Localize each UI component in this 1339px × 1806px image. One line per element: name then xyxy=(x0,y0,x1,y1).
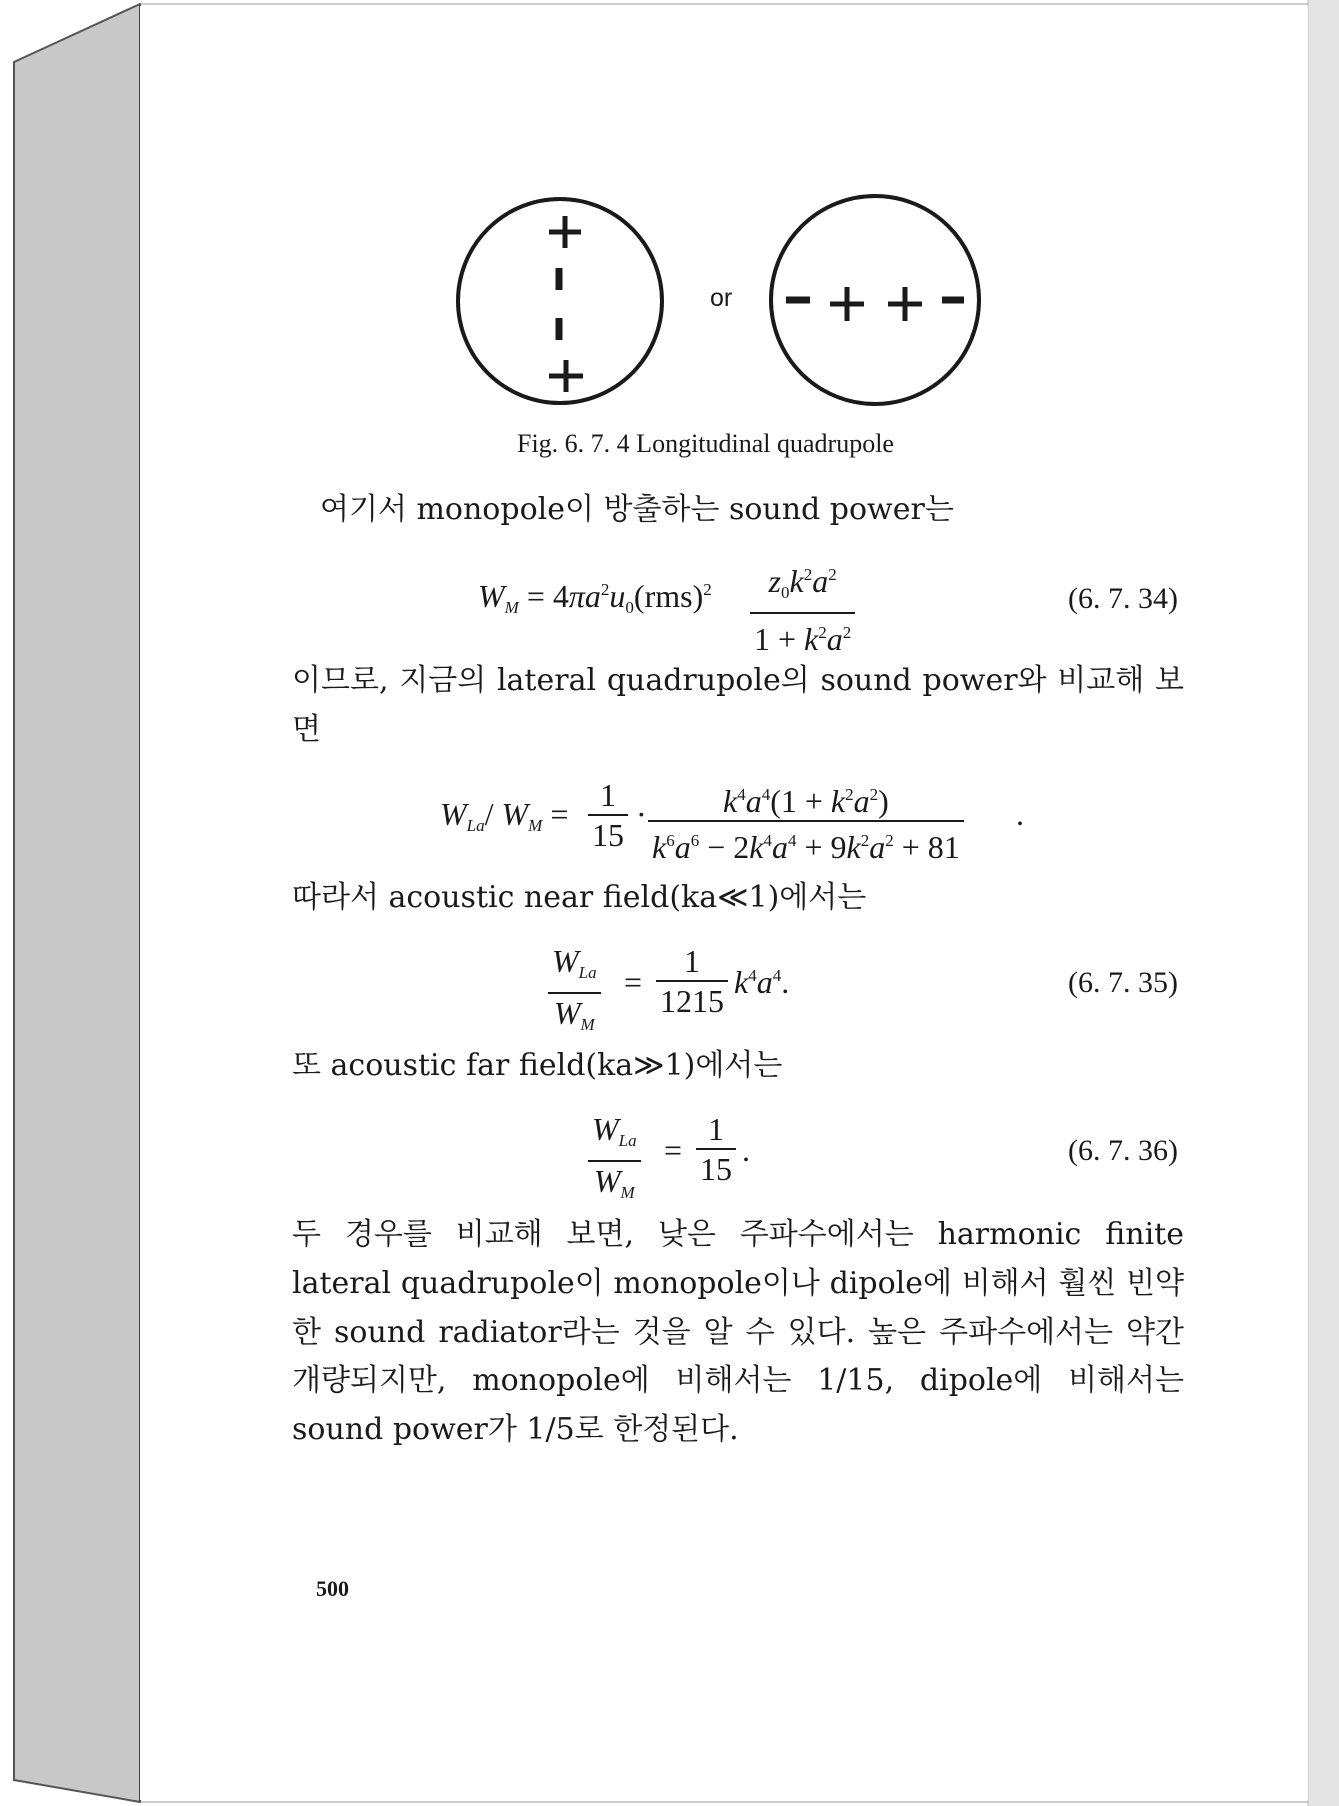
eq34-fraction: $\frac{z_0k^2a^2}{1 + k^2a^2}$ xyxy=(750,558,855,656)
quadrupole-circle-right xyxy=(771,196,979,404)
conclusion-text: 두 경우를 비교해 보면, 낮은 주파수에서는 harmonic finite lateral quadrupole이 monopole이나 dipole에 비해서 훨씬 빈약한 sound radiator라는 것을 알 수 있다. 높은 주파수에서는 약간 개량되지만, monopole에 비해서는 1/15, dipole에 비해서는 sound power가 1/5로 한정된다. xyxy=(292,1217,1184,1448)
ratio-lhs: $W_{La}/$ $W_M$ = xyxy=(440,796,569,835)
eq34-lhs: $W_M = 4\pi a^2u_0(rms)^2$ xyxy=(478,578,712,617)
quadrupole-circle-left xyxy=(458,199,662,403)
eq35-rhs-fraction: $\frac{1}{1215}$ xyxy=(656,944,728,1018)
page-number: 500 xyxy=(316,1576,349,1601)
figure-caption: Fig. 6. 7. 4 Longitudinal quadrupole xyxy=(517,429,894,458)
eq34-number: (6. 7. 34) xyxy=(1068,582,1178,615)
comparison-text: 이므로, 지금의 lateral quadrupole의 sound power와 비교해 보면 xyxy=(292,663,1184,747)
eq36-number: (6. 7. 36) xyxy=(1068,1134,1178,1167)
ratio-one-fifteenth: $\frac{1}{15}$ xyxy=(588,778,628,852)
intro-text: 여기서 monopole이 방출하는 sound power는 xyxy=(320,492,954,527)
eq36-rhs-fraction: $\frac{1}{15}$ xyxy=(696,1112,736,1186)
eq36-lhs-fraction: $W_{La}$ $W_M$ xyxy=(588,1112,641,1210)
eq35-lhs-fraction: $W_{La}$ $W_M$ xyxy=(548,944,601,1042)
ratio-main-fraction: $\frac{k^4a^4(1 + k^2a^2)}{k^6a^6 - 2k^4a^4 + 9k^2a^2 + 81}$ xyxy=(648,778,964,864)
near-field-text: 따라서 acoustic near field(ka≪1)에서는 xyxy=(292,880,867,915)
figure-connector: or xyxy=(710,284,733,312)
book: or Fig. 6. 7. 4 Longitudinal quadrupole 여기서 monopole이 방출하는 sound power는 $W_M = 4\pi a^2u_0(rms)^2$ $\frac{z_0k^2a^2}{1 + k^2a^2}$ (6. 7. 34) 이므로, 지금의 lateral quadrupole의 sound power와 비교해 보면 $W_{La}/$ $W_M$ = $\frac{1}{15}$ · $\frac{k^4a^4(1 + k^2a^2)}{k^6a^6 - 2k^4a^4 + 9k^2a^2 + 81}$ . 따라서 acoustic near field(ka≪1)에서는 $W_{La}$ $W_M$ = $\frac{1}{1215}$ $k^4a^4$. (6. 7. 35) 또 acoustic far field(ka≫1)에서는 $W_{La}$ $W_M$ = $\frac{1}{15}$ . (6. 7. 36) 두 경우를 비교해 보면, 낮은 주파수에서는 harmonic finite lateral quadrupole이 monopole이나 dipole에 비해서 훨씬 빈약한 sound radiator라는 것을 알 수 있다. 높은 주파수에서는 약간 개량되지만, monopole에 비해서는 1/15, dipole에 비해서는 sound power가 1/5로 한정된다. 500 xyxy=(0,0,1339,1806)
far-field-text: 또 acoustic far field(ka≫1)에서는 xyxy=(292,1048,783,1083)
eq35-number: (6. 7. 35) xyxy=(1068,966,1178,999)
